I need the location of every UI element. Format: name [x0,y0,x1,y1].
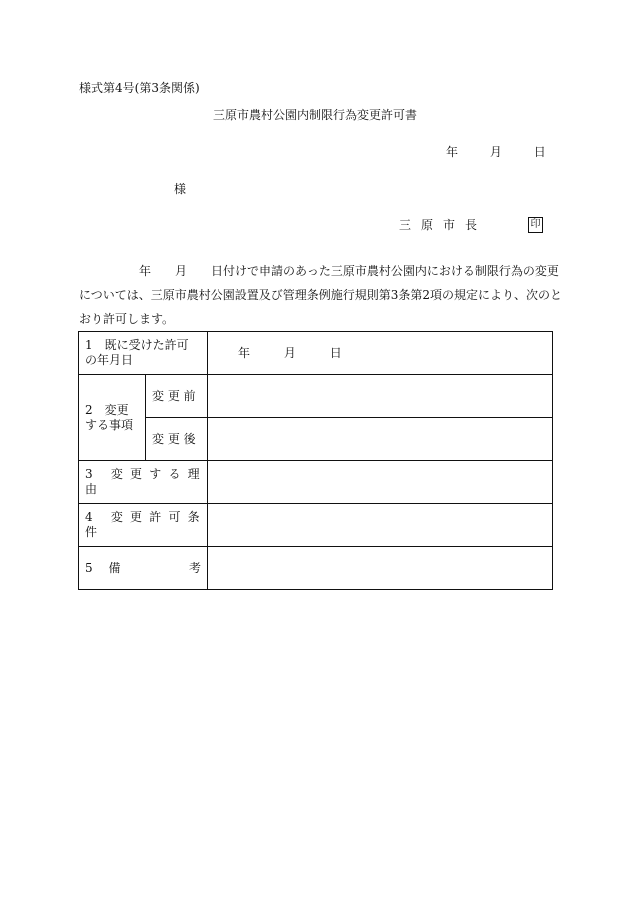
issuer-char: 三 [399,218,412,232]
row5-char-b: 考 [188,560,201,575]
issuer-char: 原 [421,218,434,232]
row2-label: 2 変更する事項 [79,375,146,461]
date-month: 月 [489,145,502,159]
addressee-honorific: 様 [174,182,187,196]
document-title: 三原市農村公園内制限行為変更許可書 [212,108,417,122]
body-year: 年 [139,264,152,278]
row4-label: 4 変更許可条件 [79,504,208,547]
row5-value[interactable] [208,547,553,590]
issue-date [446,145,546,159]
seal-mark: 印 [528,217,543,233]
row5-char-a: 備 [108,560,121,575]
table-row [79,461,553,504]
row1-date[interactable] [208,332,553,375]
row1-year: 年 [238,345,251,360]
table-row [79,504,553,547]
row2-after-label: 変 更 後 [146,418,208,461]
table-row [79,332,553,375]
form-number: 様式第4号(第3条関係) [79,81,200,95]
row1-label: 1 既に受けた許可の年月日 [79,332,208,375]
body-month: 月 [175,264,188,278]
issuer-char: 市 [443,218,456,232]
table-row [79,375,553,418]
row1-month: 月 [283,345,296,360]
row3-label: 3 変更する理由 [79,461,208,504]
row2-after-value[interactable] [208,418,553,461]
row2-before-label: 変 更 前 [146,375,208,418]
table-row [79,547,553,590]
row4-value[interactable] [208,504,553,547]
date-year: 年 [446,145,459,159]
row5-label [79,547,208,590]
row2-before-value[interactable] [208,375,553,418]
permit-table [78,331,553,590]
body-line3: おり許可します。 [79,312,175,326]
date-day: 日 [533,145,546,159]
issuer [399,218,477,232]
body-line1: 日付けで申請のあった三原市農村公園内における制限行為の変更 [211,264,559,278]
row1-day: 日 [329,345,342,360]
issuer-char: 長 [465,218,478,232]
table-row [79,418,553,461]
row3-value[interactable] [208,461,553,504]
row5-num: 5 [85,560,93,575]
body-line2: については、三原市農村公園設置及び管理条例施行規則第3条第2項の規定により、次のと [79,288,563,302]
body-text [79,259,563,331]
